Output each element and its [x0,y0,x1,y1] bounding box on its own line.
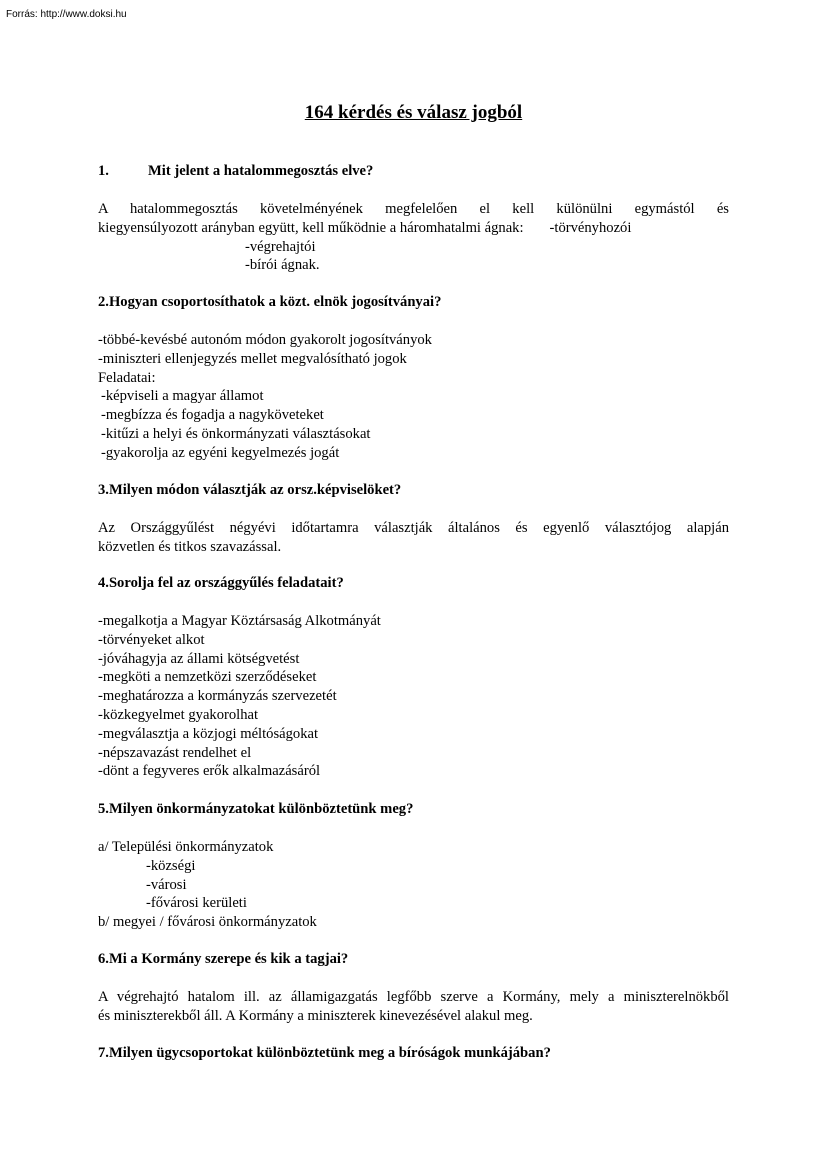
answer-5 [98,838,729,932]
document-title: 164 kérdés és válasz jogból [304,102,523,123]
source-url: Forrás: http://www.doksi.hu [6,9,127,20]
question-7: 7.Milyen ügycsoportokat különböztetünk meg a bíróságok munkájában? [98,1045,551,1061]
answer-6-line: és miniszterekből áll. A Kormány a miniszterek kinevezésével alakul meg. [98,1007,533,1024]
list-item: -gyakorolja az egyéni kegyelmezés jogát [101,444,340,461]
list-item: -törvényeket alkot [98,631,205,648]
answer-6 [98,988,729,1026]
question-1-number: 1. [98,163,109,179]
question-5: 5.Milyen önkormányzatokat különböztetünk meg? [98,801,414,817]
list-item: -többé-kevésbé autonóm módon gyakorolt jogosítványok [98,332,432,348]
answer-6-line: A végrehajtó hatalom ill. az államigazgatás legfőbb szerve a Kormány, mely a miniszterelnökből [98,989,729,1005]
list-item: a/ Települési önkormányzatok [98,839,274,855]
list-item: -megválasztja a közjogi méltóságokat [98,725,319,742]
question-2: 2.Hogyan csoportosíthatok a közt. elnök jogosítványai? [98,294,442,310]
list-item: -megalkotja a Magyar Köztársaság Alkotmányát [98,613,381,629]
answer-4 [98,612,729,781]
list-item: -meghatározza a kormányzás szervezetét [98,688,337,705]
duties-label: Feladatai: [98,369,156,386]
list-item: -miniszteri ellenjegyzés mellet megvalósítható jogok [98,350,407,367]
question-1 [98,162,373,181]
list-item: -jóváhagyja az állami kötségvetést [98,650,300,667]
question-6: 6.Mi a Kormány szerepe és kik a tagjai? [98,951,349,967]
list-item: -fővárosi kerületi [146,895,247,912]
list-item: -városi [146,876,187,893]
list-item: -képviseli a magyar államot [101,388,264,405]
question-1-text: Mit jelent a hatalommegosztás elve? [148,163,374,179]
list-item: -dönt a fegyveres erők alkalmazásáról [98,763,321,780]
list-item: -megbízza és fogadja a nagyköveteket [101,407,324,424]
list-item: -kitűzi a helyi és önkormányzati választásokat [101,425,371,442]
answer-1-line: -végrehajtói [245,238,316,255]
list-item: b/ megyei / fővárosi önkormányzatok [98,914,317,931]
question-4: 4.Sorolja fel az országgyűlés feladatait? [98,575,344,591]
answer-1-line: -bírói ágnak. [245,257,320,274]
list-item: -népszavazást rendelhet el [98,744,252,761]
answer-2 [98,331,729,463]
list-item: -közkegyelmet gyakorolhat [98,706,259,723]
answer-3 [98,519,729,557]
answer-3-line: közvetlen és titkos szavazással. [98,538,282,555]
question-3: 3.Milyen módon választják az orsz.képviselöket? [98,482,402,498]
answer-1-line: A hatalommegosztás követelményének megfelelően el kell különülni egymástól és [98,201,729,217]
list-item: -községi [146,857,196,874]
answer-1 [98,200,729,275]
list-item: -megköti a nemzetközi szerződéseket [98,669,317,686]
answer-1-line: kiegyensúlyozott arányban együtt, kell működnie a háromhatalmi ágnak: -törvényhozói [98,219,632,236]
answer-3-line: Az Országgyűlést négyévi időtartamra választják általános és egyenlő választójog alapján [98,520,729,536]
